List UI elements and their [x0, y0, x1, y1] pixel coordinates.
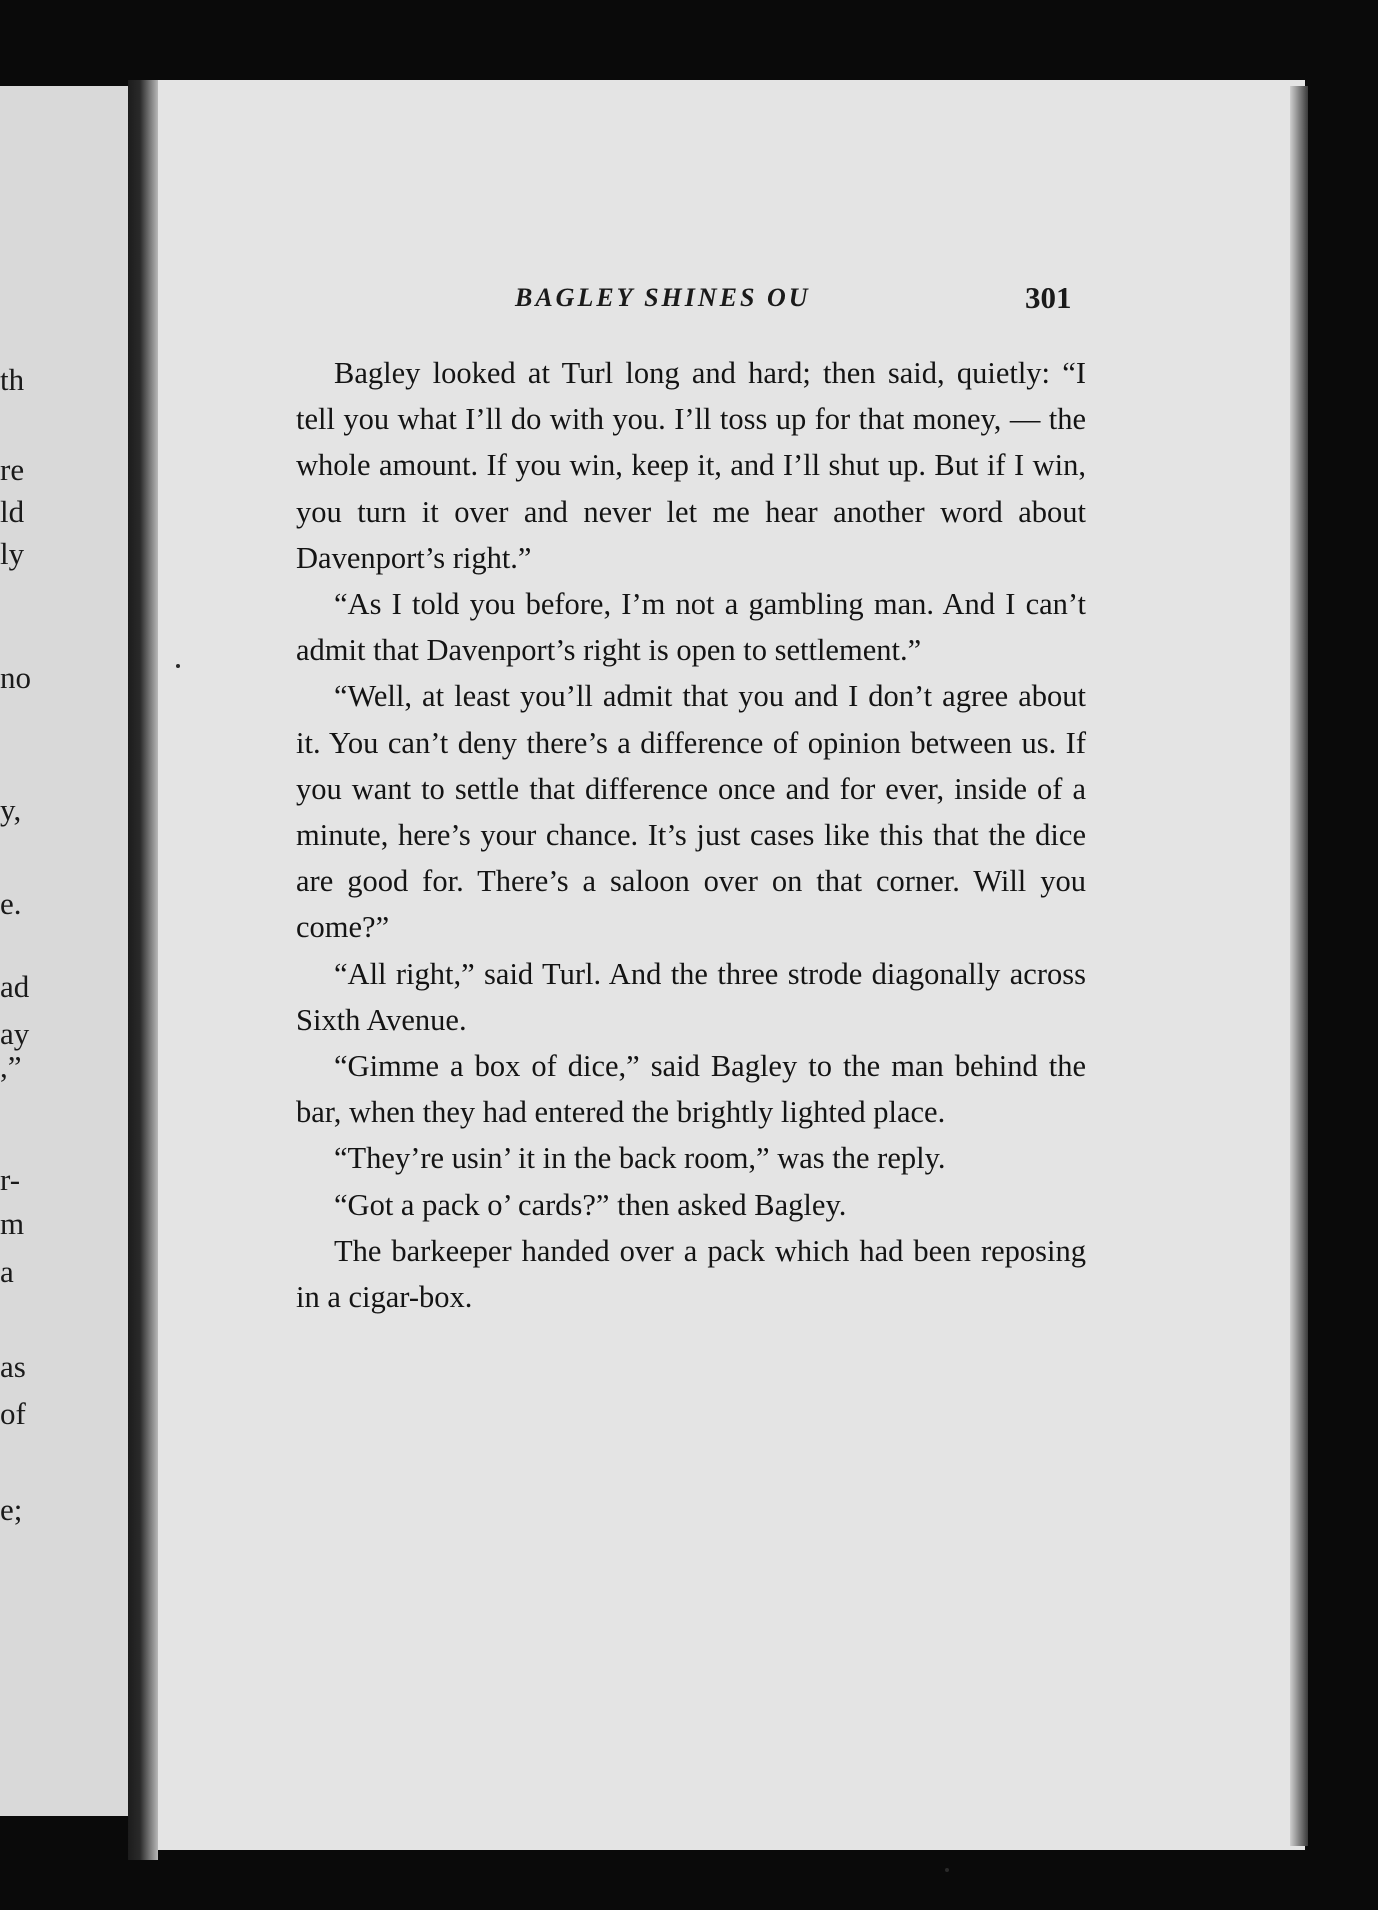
left-fragment: ld [0, 494, 25, 529]
page-number: 301 [1025, 280, 1072, 315]
left-fragment: ly [0, 536, 25, 571]
left-fragment: no [0, 660, 31, 695]
scan-speck [176, 664, 180, 668]
left-fragment: ,” [0, 1049, 22, 1084]
running-title: BAGLEY SHINES OU [515, 283, 811, 312]
left-page-fragment [0, 86, 128, 1816]
paragraph: “Well, at least you’ll admit that you and I don’t agree about it. You can’t deny there’s a difference of opinion between us. If you want to settle that difference once and for ever, inside of a minute, here’s your chance. It’s just cases like this that the dice are good for. There’s a saloon over on that corner. Will you come?” [296, 679, 1086, 945]
left-fragment: m [0, 1206, 25, 1241]
left-fragment: y, [0, 792, 22, 827]
page-edge [1290, 86, 1308, 1846]
left-fragment: e; [0, 1492, 23, 1527]
left-fragment: th [0, 362, 25, 397]
paragraph: The barkeeper handed over a pack which had been reposing in a cigar-box. [296, 1233, 1086, 1315]
left-fragment: r- [0, 1162, 21, 1197]
left-fragment: ad [0, 969, 30, 1004]
left-fragment: as [0, 1349, 26, 1384]
left-fragment: ay [0, 1016, 30, 1051]
scan-speck [945, 1868, 949, 1872]
left-fragment: of [0, 1396, 26, 1431]
paragraph: “They’re usin’ it in the back room,” was the reply. [334, 1141, 946, 1176]
paragraph: Bagley looked at Turl long and hard; then said, quietly: “I tell you what I’ll do with you. I’ll toss up for that money, — the whole amount. If you win, keep it, and I’ll shut up. But if I win, you turn it over and never let me hear another word about Davenport’s right.” [296, 356, 1086, 575]
paragraph: “As I told you before, I’m not a gambling man. And I can’t admit that Davenport’s right is open to settlement.” [296, 587, 1086, 668]
left-fragment: re [0, 452, 25, 487]
body-text [296, 350, 1086, 1320]
paragraph: “Gimme a box of dice,” said Bagley to the man behind the bar, when they had entered the brightly lighted place. [296, 1049, 1086, 1130]
left-fragment: e. [0, 886, 22, 921]
paragraph: “Got a pack o’ cards?” then asked Bagley. [334, 1187, 847, 1222]
left-fragment: a [0, 1254, 14, 1289]
page-gutter [128, 80, 158, 1860]
paragraph: “All right,” said Turl. And the three strode diagonally across Sixth Avenue. [296, 956, 1086, 1037]
